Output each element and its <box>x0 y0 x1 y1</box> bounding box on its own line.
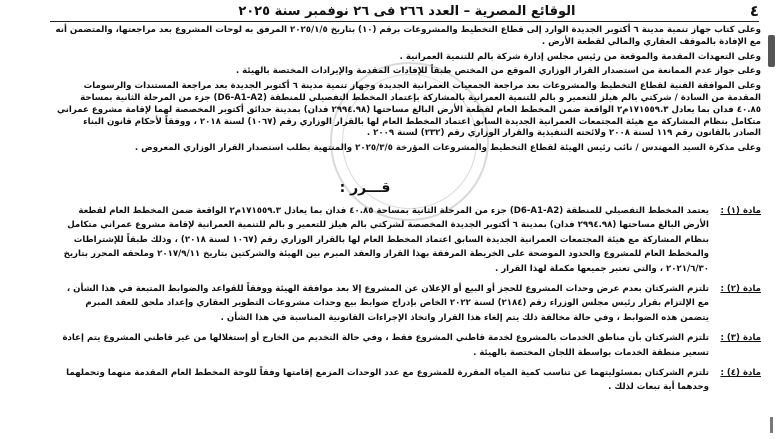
gazette-title: الوقائع المصرية – العدد ٢٦٦ فى ٢٦ نوفمبر سنة ٢٠٢٥ <box>238 3 576 19</box>
article-label: مادة (١) : <box>720 206 761 216</box>
page-number: ٤ <box>749 2 759 20</box>
margin-mark-bottom <box>770 417 773 433</box>
header-rule <box>50 21 759 22</box>
article-text: تلتزم الشركتان بمسئوليتهما عن تناسب كمية المياه المقررة للمشروع مع عدد الوحدات المزمع إقامتها وفقاً للوحة المخطط العام المقدمة منهما وتحملهما وحدهما أية تبعات لذلك . <box>66 368 709 393</box>
margin-binding-mark <box>768 35 775 67</box>
article-label: مادة (٢) : <box>720 284 761 295</box>
articles-section <box>55 204 761 401</box>
article-3 <box>55 331 761 360</box>
article-1 <box>55 204 761 276</box>
article-text: يعتمد المخطط التفصيلي للمنطقة (D6-A1-A2) جزء من المرحلة الثانية بمساحة ٤٠.٨٥ فدان بما يعادل ١٧١٥٥٩.٣م٢ الواقعة ضمن المخطط العام لقطعة الأرض البالغ مساحتها (٢٩٩٤.٩٨ فدان) بمدينة ٦ أكتوبر الجديدة المخصصة لشركتي بالم هيلز للتعمير و بالم للتنمية العمرانية لإقامة مشروع عمراني متكامل بنظام المشاركة مع هيئة المجتمعات العمرانية الجديدة السابق اعتماد المخطط العام لها بالقرار الوزاري رقم (١٠٦٧ لسنة ٢٠١٨) ، وذلك طبقاً للإشتراطات والمخطط العام للمشروع والحدود الموضحة على الخريطة المرفقة بهذا القرار والعقد المبرم بين الهيئة والشركتين بتاريخ ٢٠١٧/٩/١١ وملحقه المحرر بتاريخ ٢٠٢١/٦/٣٠ ، والتي تعتبر جميعها مكملة لهذا القرار . <box>63 206 709 274</box>
article-2 <box>55 282 761 325</box>
article-text: تلتزم الشركتان بعدم عرض وحدات المشروع للحجز أو البيع أو الإعلان عن المشروع إلا بعد موافقة الهيئة ووفقاً للقواعد والضوابط المتبعة في هذا الشأن ، مع الإلتزام بقرار رئيس مجلس الوزراء رقم (٢١٨٤) لسنة ٢٠٢٢ الخاص بإدراج ضوابط بيع وحدات مشروعات التطوير العقاري وإعداد ملحق للعقد المبرم يتضمن هذه الضوابط ، وفي حالة مخالفة ذلك يتم إلغاء هذا القرار واتخاذ الإجراءات القانونية المناسبة في هذا الشأن . <box>66 284 709 323</box>
article-text: تلتزم الشركتان بأن مناطق الخدمات بالمشروع لخدمة قاطني المشروع فقط ، وفي حالة التخديم من الخارج أو إستغلالها من غير قاطني المشروع يتم إعادة تسعير منطقة الخدمات بواسطة اللجان المختصة بالهيئة . <box>62 333 709 358</box>
preamble-paragraph: وعلى التعهدات المقدمة والموقعة من رئيس مجلس إدارة شركة بالم للتنمية العمرانية . <box>399 51 761 62</box>
preamble-paragraph: وعلى مذكرة السيد المهندس / نائب رئيس الهيئة لقطاع التخطيط والمشروعات المؤرخة ٢٠٢٥/٣/٥ والمنتهية بطلب استصدار القرار الوزاري المعروض . <box>134 143 761 154</box>
decree-heading: قـــرر : <box>339 180 391 196</box>
preamble-paragraph: وعلى جواز عدم الممانعة من استصدار القرار الوزاري الموقع من المختص طبقاً للإفادات المقدمة والإيرادات المختصة بالهيئة . <box>235 66 761 77</box>
page-header <box>50 2 759 20</box>
article-label: مادة (٣) : <box>720 333 761 344</box>
article-label: مادة (٤) : <box>720 368 761 379</box>
article-4 <box>55 366 761 395</box>
preamble-paragraph: وعلى الموافقة الفنية لقطاع التخطيط والمشروعات بعد مراجعة الجمعيات العمرانية الجديدة وجهاز تنمية مدينة ٦ أكتوبر الجديدة بعد مراجعة المستندات والرسومات المقدمة من السادة / شركتي بالم هيلز للتعمير و بالم للتنمية العمرانية بالمشاركة بإعتماد المخطط التفصيلي للمنطقة (D6-A1-A2) جزء من المرحلة الثانية بمساحة ٤٠.٨٥ فدان بما يعادل ١٧١٥٥٩.٣م٢ الواقعة ضمن المخطط العام لقطعة الأرض البالغ مساحتها (٢٩٩٤.٩٨ فدان) بمدينة حدائق أكتوبر المخصصة لهما لإقامة مشروع عمراني متكامل بنظام المشاركة مع هيئة المجتمعات العمرانية الجديدة السابق اعتماد المخطط العام لها بالقرار الوزاري رقم (١٠٦٧) لسنة ٢٠١٨ ، ووفقاً لأحكام قانون البناء الصادر بالقانون رقم ١١٩ لسنة ٢٠٠٨ ولائحته التنفيذية والقرار الوزاري رقم (٢٣٢) لسنة ٢٠٠٩ . <box>56 81 761 139</box>
preamble-section <box>55 25 761 158</box>
preamble-paragraph: وعلى كتاب جهاز تنمية مدينة ٦ أكتوبر الجديدة الوارد إلى قطاع التخطيط والمشروعات برقم (١٠) بتاريخ ٢٠٢٥/١/٥ المرفق به لوحات المشروع بعد مراجعتها، والمتضمن أنه مع الإفادة بالموقف العقاري والمالي لقطعة الأرض . <box>55 25 761 47</box>
